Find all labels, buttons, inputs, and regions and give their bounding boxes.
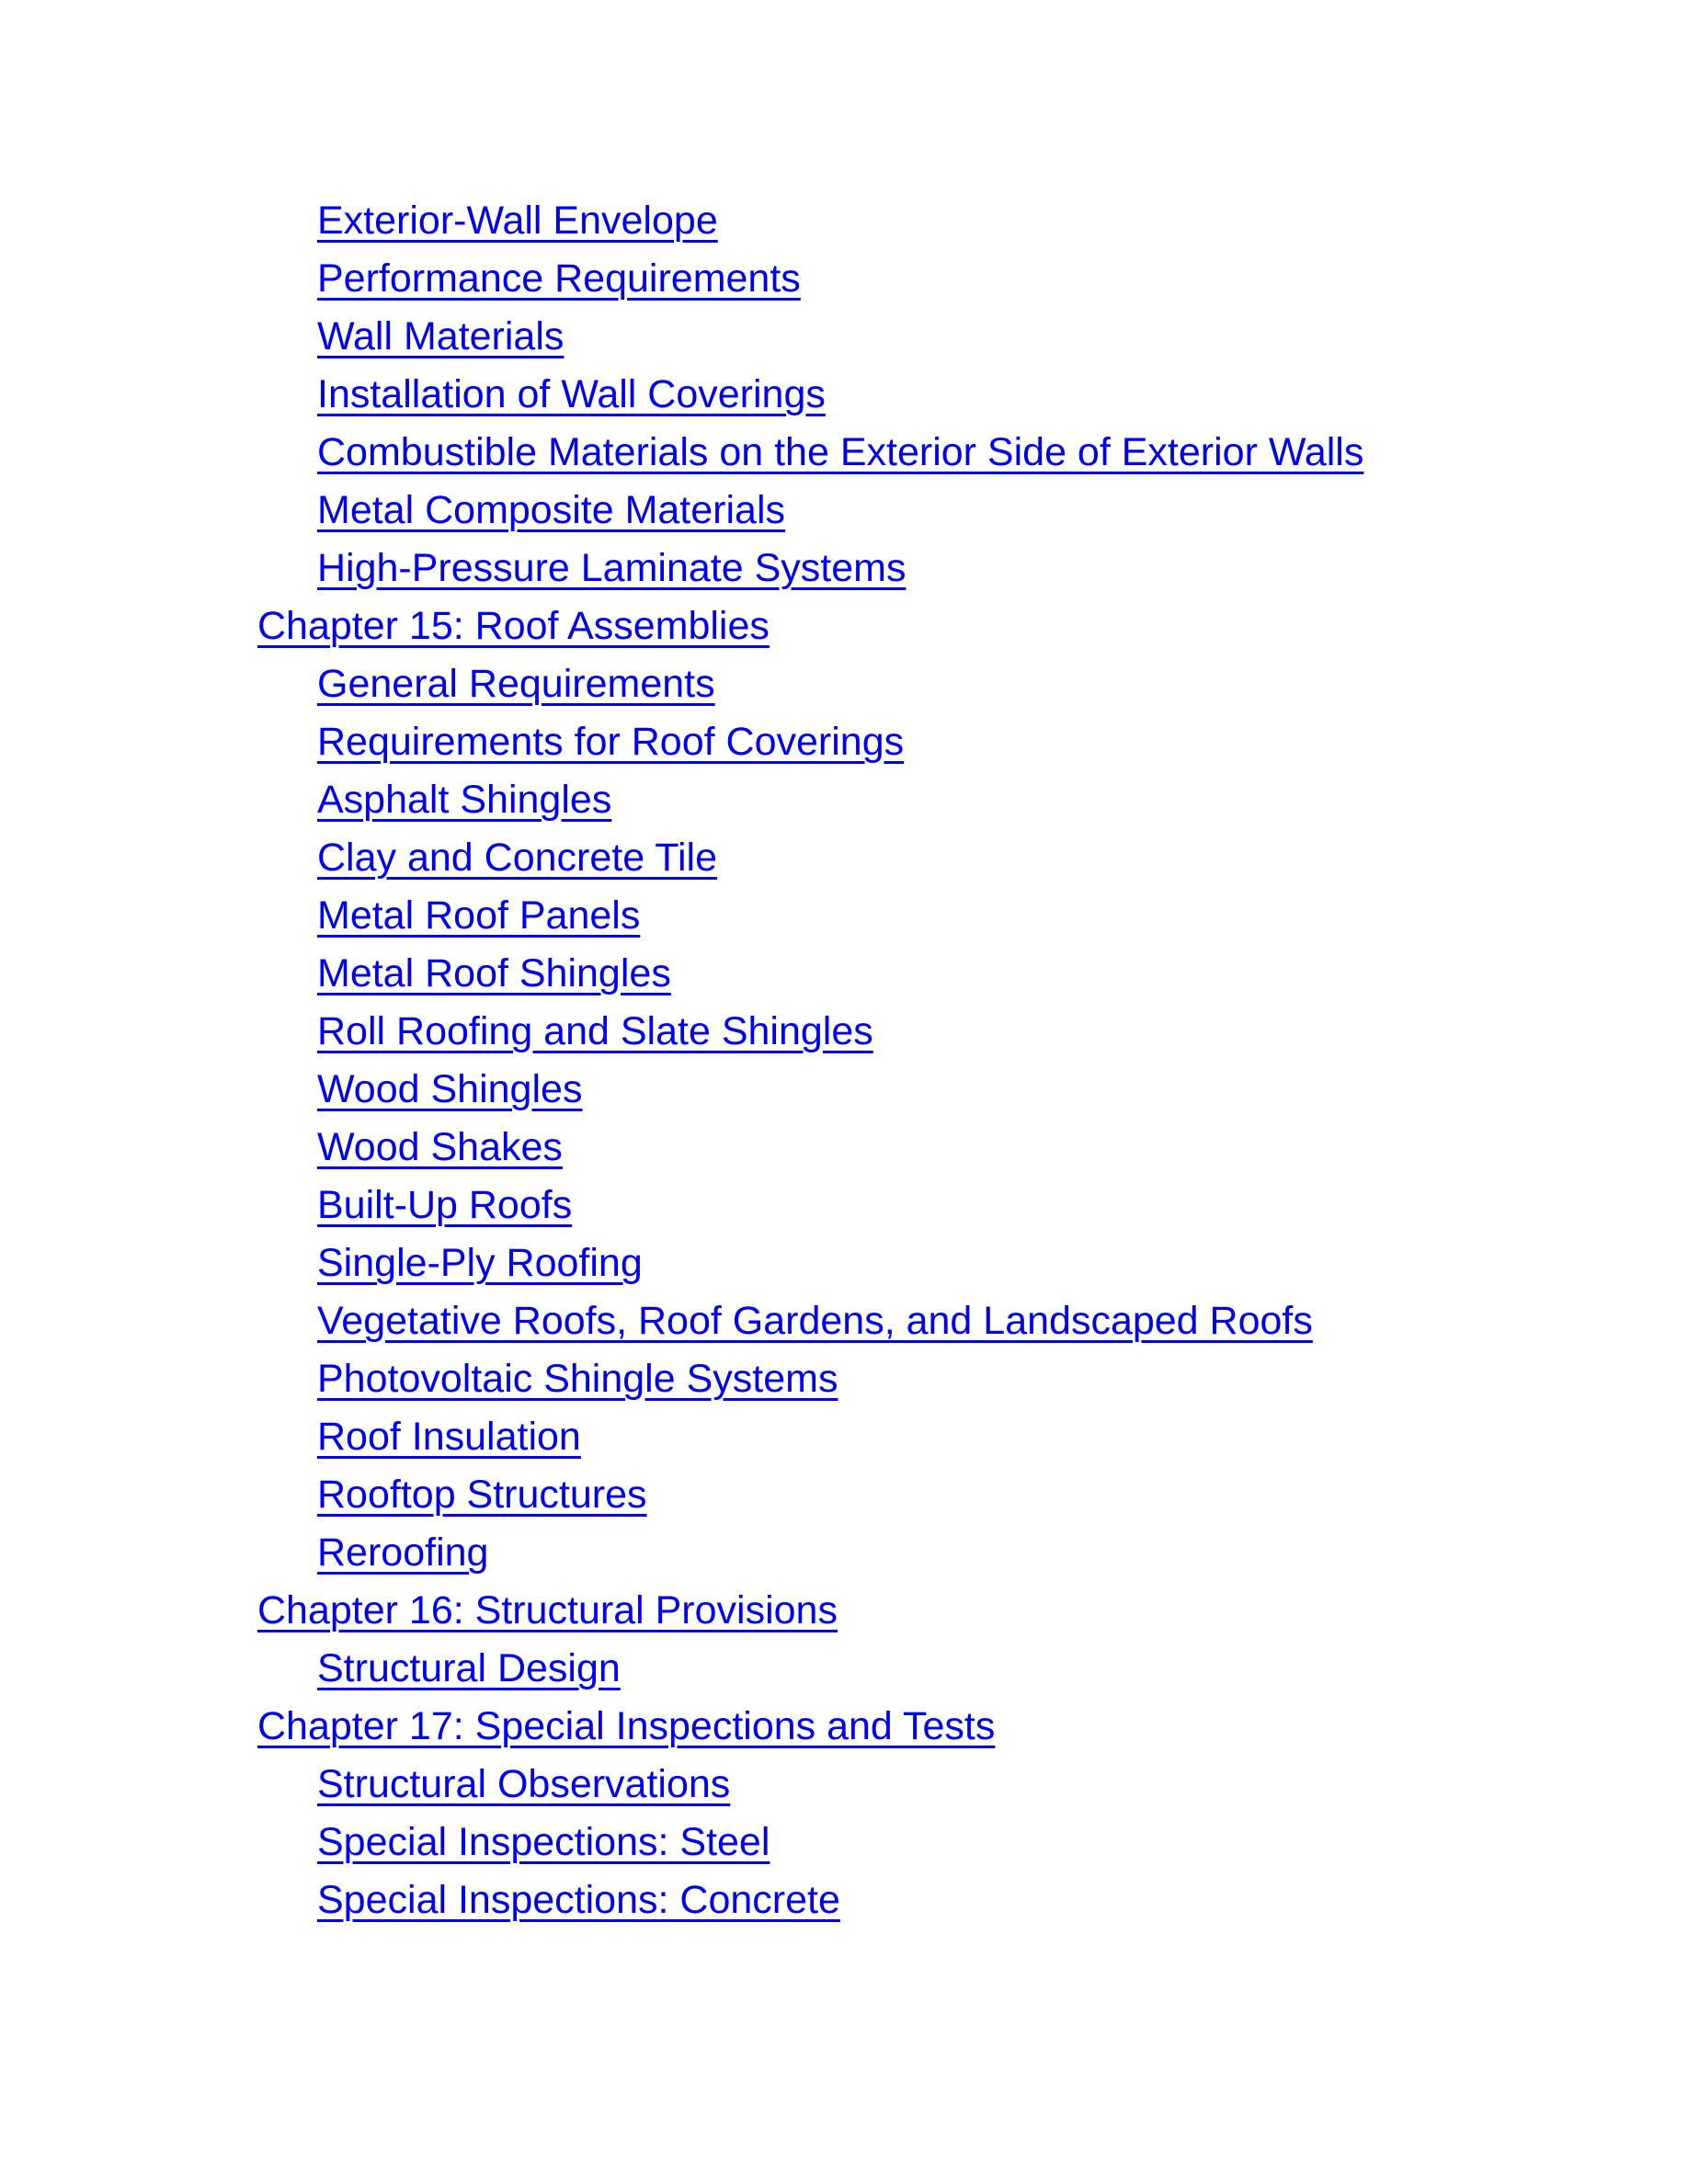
toc-section-link[interactable]: Vegetative Roofs, Roof Gardens, and Landscaped Roofs [317,1299,1313,1343]
toc-section-link[interactable]: Clay and Concrete Tile [317,836,717,880]
toc-section-link[interactable]: Structural Observations [317,1762,731,1806]
toc-section-link[interactable]: High-Pressure Laminate Systems [317,546,907,590]
toc-section-link[interactable]: Special Inspections: Steel [317,1820,770,1864]
toc-section-link[interactable]: Wood Shakes [317,1125,563,1169]
toc-section-link[interactable]: Single-Ply Roofing [317,1241,643,1285]
toc-section-link[interactable]: Special Inspections: Concrete [317,1878,840,1922]
toc-section-link[interactable]: General Requirements [317,662,715,706]
toc-section-link[interactable]: Roof Insulation [317,1415,581,1459]
toc-section-link[interactable]: Reroofing [317,1530,489,1575]
toc-section-link[interactable]: Photovoltaic Shingle Systems [317,1357,838,1401]
toc-section-link[interactable]: Metal Roof Shingles [317,951,671,995]
toc-section-link[interactable]: Installation of Wall Coverings [317,372,826,416]
toc-chapter-link[interactable]: Chapter 17: Special Inspections and Tests [257,1704,996,1748]
toc-section-link[interactable]: Built-Up Roofs [317,1183,573,1227]
toc-section-link[interactable]: Performance Requirements [317,256,801,301]
toc-section-link[interactable]: Asphalt Shingles [317,778,612,822]
table-of-contents [0,192,1688,1929]
toc-section-link[interactable]: Metal Roof Panels [317,893,641,938]
toc-section-link[interactable]: Wood Shingles [317,1067,583,1111]
toc-section-link[interactable]: Roll Roofing and Slate Shingles [317,1009,873,1053]
toc-chapter-link[interactable]: Chapter 16: Structural Provisions [257,1588,838,1632]
toc-section-link[interactable]: Structural Design [317,1646,621,1690]
toc-section-link[interactable]: Metal Composite Materials [317,488,786,532]
toc-section-link[interactable]: Rooftop Structures [317,1473,647,1517]
toc-section-link[interactable]: Exterior-Wall Envelope [317,199,718,243]
toc-section-link[interactable]: Wall Materials [317,314,565,358]
toc-chapter-link[interactable]: Chapter 15: Roof Assemblies [257,604,770,648]
toc-section-link[interactable]: Requirements for Roof Coverings [317,720,905,764]
toc-section-link[interactable]: Combustible Materials on the Exterior Side of Exterior Walls [317,430,1364,474]
